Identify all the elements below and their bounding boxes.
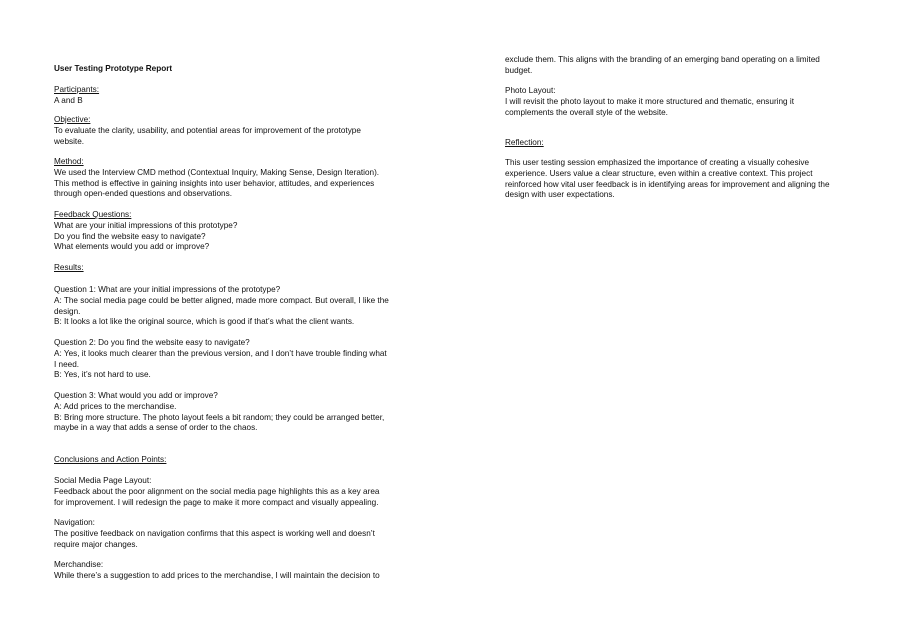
conclusions-heading: Conclusions and Action Points: xyxy=(54,455,167,464)
objective-line: To evaluate the clarity, usability, and potential areas for improvement of the prototype xyxy=(54,125,361,135)
objective-line: website. xyxy=(54,136,85,146)
method-section xyxy=(54,157,379,200)
conclusion-photo xyxy=(505,86,794,118)
reflection-line: reinforced how vital user feedback is in identifying areas for improvement and aligning the xyxy=(505,179,830,189)
objective-section xyxy=(54,115,361,147)
conclusion-line: complements the overall style of the website. xyxy=(505,107,668,117)
conclusion-line: require major changes. xyxy=(54,539,138,549)
reflection-heading: Reflection: xyxy=(505,138,544,147)
conclusion-line: I will revisit the photo layout to make it more structured and thematic, ensuring it xyxy=(505,96,794,106)
reflection-line: experience. Users value a clear structure, even within a creative context. This project xyxy=(505,168,813,178)
result-line: A: Add prices to the merchandise. xyxy=(54,401,177,411)
result-line: Question 2: Do you find the website easy to navigate? xyxy=(54,338,250,347)
results-heading: Results: xyxy=(54,263,84,272)
result-q1 xyxy=(54,285,389,328)
conclusion-subheading: Social Media Page Layout: xyxy=(54,476,152,485)
feedback-questions-section xyxy=(54,210,237,253)
method-heading: Method: xyxy=(54,157,84,166)
result-line: design. xyxy=(54,306,81,316)
method-line: through open-ended questions and observations. xyxy=(54,189,232,199)
result-line: I need. xyxy=(54,359,80,369)
report-title: User Testing Prototype Report xyxy=(54,64,173,73)
feedback-question: What elements would you add or improve? xyxy=(54,242,210,252)
result-line: B: Bring more structure. The photo layout feels a bit random; they could be arranged better, xyxy=(54,412,385,422)
conclusion-social xyxy=(54,476,379,508)
result-line: Question 3: What would you add or improve? xyxy=(54,391,218,400)
merchandise-continued xyxy=(505,55,820,77)
participants-line: A and B xyxy=(54,95,83,105)
reflection-line: design with user expectations. xyxy=(505,190,615,200)
conclusion-line: budget. xyxy=(505,65,533,75)
conclusion-line: While there’s a suggestion to add prices to the merchandise, I will maintain the decision to xyxy=(54,570,380,580)
conclusion-line: The positive feedback on navigation confirms that this aspect is working well and doesn’t xyxy=(54,528,375,538)
conclusion-line: Feedback about the poor alignment on the social media page highlights this as a key area xyxy=(54,486,380,496)
conclusion-merchandise xyxy=(54,560,380,582)
conclusion-subheading: Merchandise: xyxy=(54,560,104,569)
conclusion-subheading: Photo Layout: xyxy=(505,86,556,95)
result-line: A: The social media page could be better aligned, made more compact. But overall, I like the xyxy=(54,295,389,305)
conclusion-subheading: Navigation: xyxy=(54,518,95,527)
participants-section xyxy=(54,85,99,107)
result-line: B: It looks a lot like the original source, which is good if that’s what the client wants. xyxy=(54,317,355,327)
result-line: Question 1: What are your initial impressions of the prototype? xyxy=(54,285,281,294)
method-line: This method is effective in gaining insights into user behavior, attitudes, and experiences xyxy=(54,178,375,188)
result-line: A: Yes, it looks much clearer than the previous version, and I don’t have trouble finding what xyxy=(54,348,387,358)
conclusion-line: for improvement. I will redesign the page to make it more compact and visually appealing. xyxy=(54,497,379,507)
conclusion-navigation xyxy=(54,518,375,550)
result-line: maybe in a way that adds a sense of order to the chaos. xyxy=(54,423,258,433)
reflection-line: This user testing session emphasized the importance of creating a visually cohesive xyxy=(505,158,810,167)
conclusion-line: exclude them. This aligns with the branding of an emerging band operating on a limited xyxy=(505,55,820,64)
result-q2 xyxy=(54,338,387,381)
result-q3 xyxy=(54,391,384,434)
participants-heading: Participants: xyxy=(54,85,100,94)
objective-heading: Objective: xyxy=(54,115,91,124)
feedback-questions-heading: Feedback Questions: xyxy=(54,210,132,219)
feedback-question: Do you find the website easy to navigate? xyxy=(54,231,206,241)
method-line: We used the Interview CMD method (Contextual Inquiry, Making Sense, Design Iteration). xyxy=(54,167,380,177)
feedback-question: What are your initial impressions of this prototype? xyxy=(54,220,238,230)
reflection-section xyxy=(505,158,830,201)
result-line: B: Yes, it’s not hard to use. xyxy=(54,370,151,380)
